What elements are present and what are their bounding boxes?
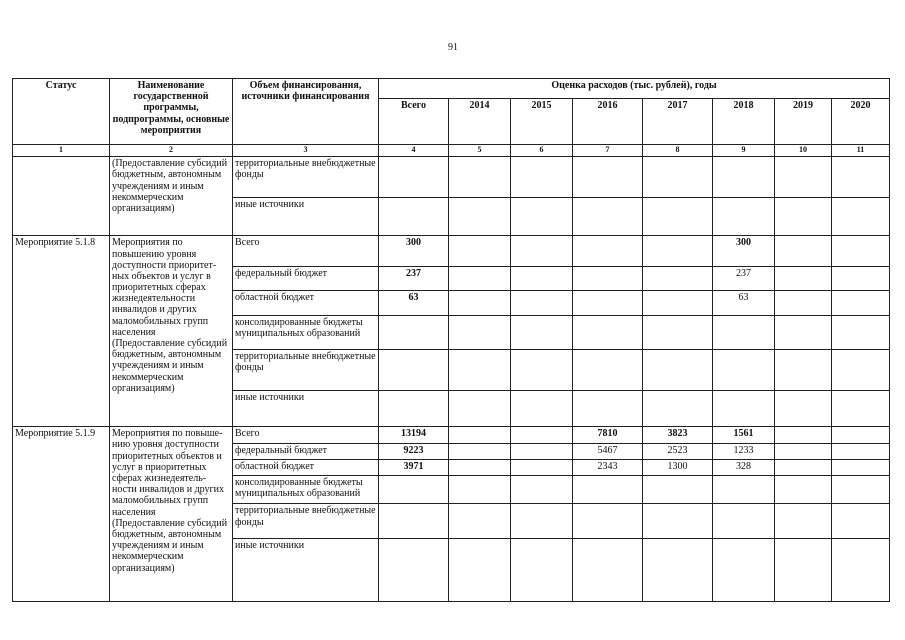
header-year-2015: 2015	[511, 99, 573, 145]
year-2018-cell: 300	[713, 236, 775, 266]
column-numbers-row	[13, 145, 890, 157]
column-number: 6	[511, 145, 573, 157]
column-number: 1	[13, 145, 110, 157]
table-row	[13, 427, 890, 443]
header-status: Статус	[13, 79, 110, 145]
total-cell: 300	[379, 236, 449, 266]
table-row	[13, 236, 890, 266]
total-cell: 3971	[379, 459, 449, 475]
total-cell: 9223	[379, 443, 449, 459]
header-year-2018: 2018	[713, 99, 775, 145]
measure-name: Мероприятия по повышению уровня доступности приоритет-ных объектов и услуг в приоритетных сферах жизнедеятельности инвалидов и других маломобильных групп населения (Предоставление субсидий бюджетным, автономным учреждениям и иным некоммерческим организациям)	[110, 236, 233, 427]
year-2017-cell: 2523	[643, 443, 713, 459]
measure-status: Мероприятие 5.1.9	[13, 427, 110, 602]
source-cell: иные источники	[233, 197, 379, 236]
source-cell: территориальные внебюджетные фонды	[233, 157, 379, 198]
column-number: 10	[775, 145, 832, 157]
budget-table	[12, 78, 890, 602]
source-cell: территориальные внебюджетные фонды	[233, 504, 379, 539]
year-2018-cell: 237	[713, 266, 775, 290]
year-2018-cell: 1561	[713, 427, 775, 443]
measure-name: Мероприятия по повыше-нию уровня доступности приоритетных объектов и услуг в приоритетных сферах жизнедеятель-ности инвалидов и других маломобильных групп населения (Предоставление субсидий бюджетным, автономным учреждениям и иным некоммерческим организациям)	[110, 427, 233, 602]
header-year-2014: 2014	[449, 99, 511, 145]
page-number: 91	[448, 42, 458, 53]
table-row	[13, 157, 890, 198]
column-number: 7	[573, 145, 643, 157]
year-2018-cell: 328	[713, 459, 775, 475]
source-cell: территориальные внебюджетные фонды	[233, 350, 379, 391]
source-cell: иные источники	[233, 390, 379, 427]
source-cell: федеральный бюджет	[233, 266, 379, 290]
source-cell: консолидированные бюджеты муниципальных образований	[233, 315, 379, 350]
measure-status: Мероприятие 5.1.8	[13, 236, 110, 427]
header-row-1	[13, 79, 890, 99]
year-2017-cell: 1300	[643, 459, 713, 475]
year-2018-cell: 63	[713, 291, 775, 315]
status-cell	[13, 157, 110, 236]
source-cell: консолидированные бюджеты муниципальных образований	[233, 476, 379, 504]
header-total: Всего	[379, 99, 449, 145]
year-2016-cell: 7810	[573, 427, 643, 443]
measure-name: (Предоставление субсидий бюджетным, автономным учреждениям и иным некоммерческим организациям)	[110, 157, 233, 236]
year-2016-cell: 2343	[573, 459, 643, 475]
header-year-2019: 2019	[775, 99, 832, 145]
header-estimate: Оценка расходов (тыс. рублей), годы	[379, 79, 890, 99]
total-cell: 237	[379, 266, 449, 290]
header-year-2017: 2017	[643, 99, 713, 145]
year-2018-cell: 1233	[713, 443, 775, 459]
column-number: 11	[832, 145, 890, 157]
source-cell: Всего	[233, 427, 379, 443]
column-number: 5	[449, 145, 511, 157]
source-cell: областной бюджет	[233, 291, 379, 315]
column-number: 4	[379, 145, 449, 157]
header-volume: Объем финансирования, источники финансирования	[233, 79, 379, 145]
year-2016-cell: 5467	[573, 443, 643, 459]
column-number: 8	[643, 145, 713, 157]
source-cell: иные источники	[233, 539, 379, 602]
source-cell: федеральный бюджет	[233, 443, 379, 459]
column-number: 2	[110, 145, 233, 157]
year-2017-cell: 3823	[643, 427, 713, 443]
header-year-2016: 2016	[573, 99, 643, 145]
total-cell: 63	[379, 291, 449, 315]
column-number: 3	[233, 145, 379, 157]
source-cell: Всего	[233, 236, 379, 266]
header-year-2020: 2020	[832, 99, 890, 145]
header-name: Наименование государственной программы, подпрограммы, основные мероприятия	[110, 79, 233, 145]
column-number: 9	[713, 145, 775, 157]
total-cell: 13194	[379, 427, 449, 443]
source-cell: областной бюджет	[233, 459, 379, 475]
